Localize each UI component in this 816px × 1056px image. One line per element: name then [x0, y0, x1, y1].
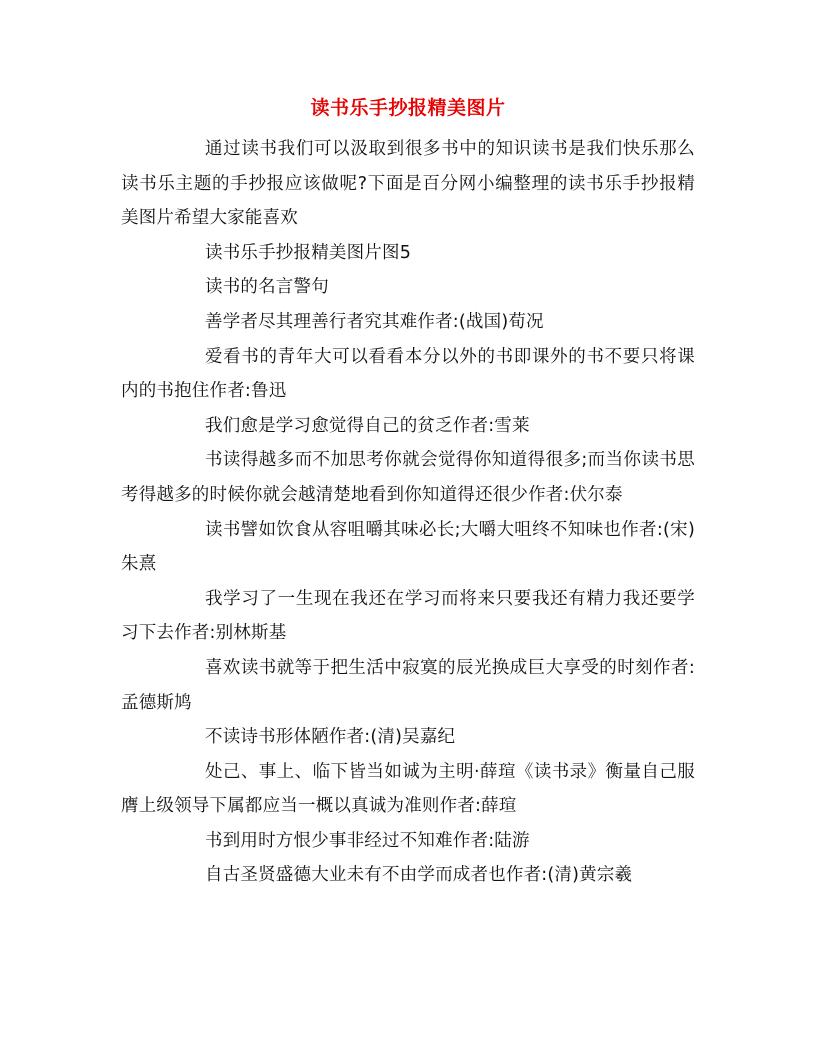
article-body [121, 132, 695, 893]
quote-paragraph: 我学习了一生现在我还在学习而将来只要我还有精力我还要学习下去作者:别林斯基 [121, 588, 695, 644]
quote-paragraph: 书到用时方恨少事非经过不知难作者:陆游 [205, 830, 530, 851]
quote-paragraph: 书读得越多而不加思考你就会觉得你知道得很多;而当你读书思考得越多的时候你就会越清楚地看到你知道得还很少作者:伏尔泰 [121, 450, 695, 505]
quote-paragraph: 不读诗书形体陋作者:(清)吴嘉纪 [205, 727, 456, 748]
paragraph-image-caption: 读书乐手抄报精美图片图5 [205, 242, 412, 263]
paragraph-intro: 通过读书我们可以汲取到很多书中的知识读书是我们快乐那么读书乐主题的手抄报应该做呢?下面是百分网小编整理的读书乐手抄报精美图片希望大家能喜欢 [121, 139, 695, 229]
quote-paragraph: 喜欢读书就等于把生活中寂寞的辰光换成巨大享受的时刻作者:孟德斯鸠 [121, 657, 695, 713]
quote-paragraph: 爱看书的青年大可以看看本分以外的书即课外的书不要只将课内的书抱住作者:鲁迅 [121, 346, 695, 402]
quote-paragraph: 我们愈是学习愈觉得自己的贫乏作者:雪莱 [205, 415, 530, 436]
quote-paragraph: 处己、事上、临下皆当如诚为主明·薛瑄《读书录》衡量自己服膺上级领导下属都应当一概以真诚为准则作者:薛瑄 [121, 761, 695, 817]
quote-paragraph: 善学者尽其理善行者究其难作者:(战国)荀况 [205, 311, 544, 332]
quote-paragraph: 自古圣贤盛德大业未有不由学而成者也作者:(清)黄宗羲 [205, 865, 633, 886]
page-title: 读书乐手抄报精美图片 [310, 97, 506, 119]
quote-paragraph: 读书譬如饮食从容咀嚼其味必长;大嚼大咀终不知味也作者:(宋)朱熹 [121, 519, 695, 575]
section-heading: 读书的名言警句 [205, 277, 329, 298]
